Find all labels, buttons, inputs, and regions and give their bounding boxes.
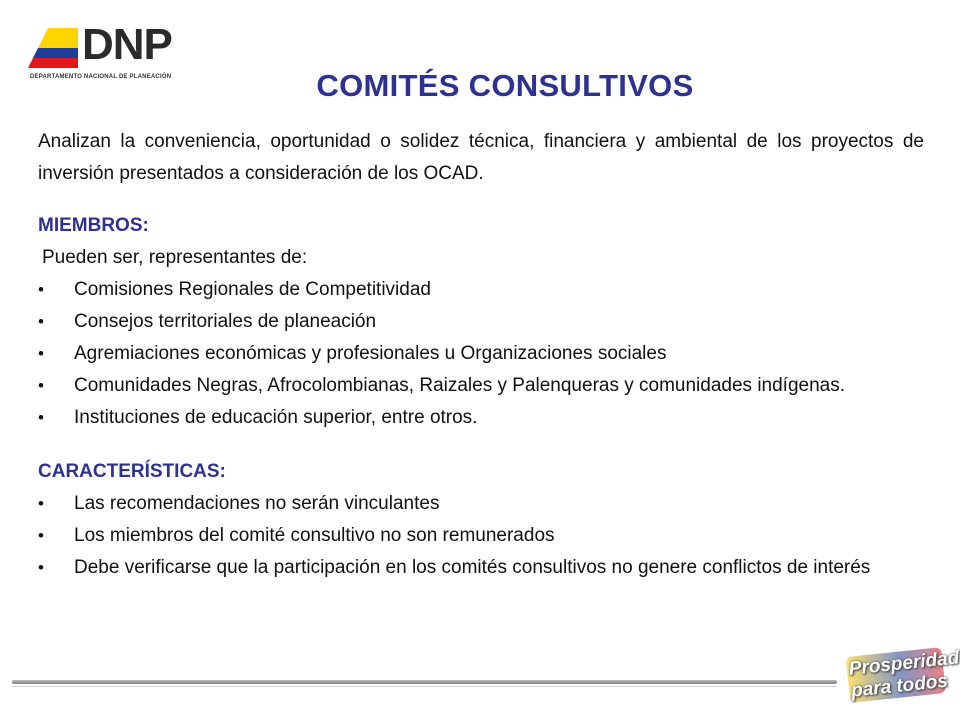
prosperidad-logo (843, 643, 960, 711)
logo-subtitle: DEPARTAMENTO NACIONAL DE PLANEACIÓN (30, 74, 172, 80)
intro-paragraph: Analizan la conveniencia, oportunidad o solidez técnica, financiera y ambiental de los proyectos de inversión presentados a consideración de los OCAD. (38, 131, 924, 184)
bullet-icon: • (38, 558, 44, 577)
page-title: COMITÉS CONSULTIVOS (316, 68, 694, 103)
members-lead: Pueden ser, representantes de: (42, 247, 308, 268)
list-item: • Comunidades Negras, Afrocolombianas, Raizales y Palenqueras y comunidades indígenas. (38, 370, 924, 402)
list-item: • Consejos territoriales de planeación (38, 306, 924, 338)
members-list (38, 274, 924, 434)
slide-content (38, 126, 924, 584)
members-heading: MIEMBROS: (38, 215, 149, 236)
bullet-icon: • (38, 376, 44, 395)
bullet-icon: • (38, 312, 44, 331)
list-item: • Las recomendaciones no serán vinculantes (38, 488, 924, 520)
list-item: • Agremiaciones económicas y profesionales u Organizaciones sociales (38, 338, 924, 370)
prosperidad-line2: para todos (850, 670, 949, 702)
bullet-icon: • (38, 494, 44, 513)
characteristics-list (38, 488, 924, 584)
bullet-icon: • (38, 280, 44, 299)
list-item: • Los miembros del comité consultivo no son remunerados (38, 520, 924, 552)
list-item: • Comisiones Regionales de Competitividad (38, 274, 924, 306)
bullet-icon: • (38, 526, 44, 545)
prosperidad-line1: Prosperidad (847, 647, 960, 680)
list-item: • Instituciones de educación superior, entre otros. (38, 402, 924, 434)
logo-name: DNP (82, 20, 172, 69)
bullet-icon: • (38, 344, 44, 363)
bullet-icon: • (38, 408, 44, 427)
footer-divider (12, 680, 837, 684)
dnp-logo (22, 18, 182, 80)
list-item: • Debe verificarse que la participación en los comités consultivos no genere conflictos de interés (38, 552, 924, 584)
footer-divider-shadow (12, 686, 837, 687)
characteristics-heading: CARACTERÍSTICAS: (38, 461, 226, 482)
